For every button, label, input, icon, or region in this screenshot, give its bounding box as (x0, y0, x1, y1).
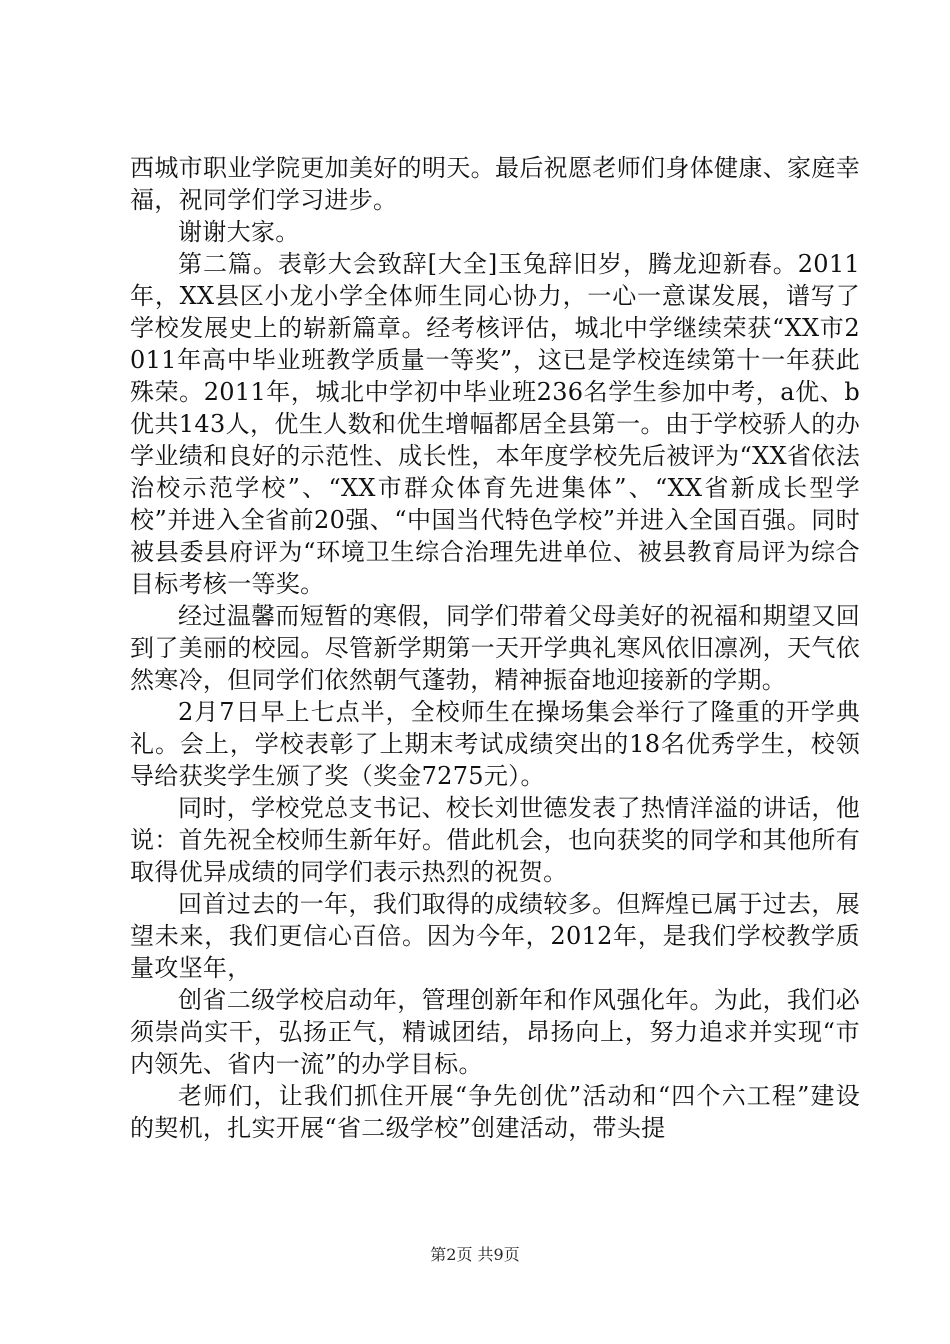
page-number-footer: 第2页 共9页 (430, 1245, 520, 1264)
paragraph-thanks: 谢谢大家。 (178, 218, 300, 246)
document-body (130, 152, 860, 1144)
paragraph-teachers: 老师们，让我们抓住开展“争先创优”活动和“四个六工程”建设的契机，扎实开展“省二级学校”创建活动，带头提 (130, 1082, 860, 1142)
paragraph-winter-break: 经过温馨而短暂的寒假，同学们带着父母美好的祝福和期望又回到了美丽的校园。尽管新学期第一天开学典礼寒风依旧凛冽，天气依然寒冷，但同学们依然朝气蓬勃，精神振奋地迎接新的学期。 (130, 602, 860, 694)
paragraph-principal-speech: 同时，学校党总支书记、校长刘世德发表了热情洋溢的讲话，他说：首先祝全校师生新年好。借此机会，也向获奖的同学和其他所有取得优异成绩的同学们表示热烈的祝贺。 (130, 794, 860, 886)
paragraph-goals: 创省二级学校启动年，管理创新年和作风强化年。为此，我们必须崇尚实干，弘扬正气，精诚团结，昂扬向上，努力追求并实现“市内领先、省内一流”的办学目标。 (130, 986, 860, 1078)
paragraph-opening-ceremony: 2月7日早上七点半，全校师生在操场集会举行了隆重的开学典礼。会上，学校表彰了上期末考试成绩突出的18名优秀学生，校领导给获奖学生颁了奖（奖金7275元）。 (130, 698, 860, 790)
paragraph-closing: 西城市职业学院更加美好的明天。最后祝愿老师们身体健康、家庭幸福，祝同学们学习进步。 (130, 154, 860, 214)
paragraph-review: 回首过去的一年，我们取得的成绩较多。但辉煌已属于过去，展望未来，我们更信心百倍。因为今年，2012年，是我们学校教学质量攻坚年， (130, 890, 860, 982)
paragraph-section-two: 第二篇。表彰大会致辞[大全]玉兔辞旧岁，腾龙迎新春。2011年，XX县区小龙小学全体师生同心协力，一心一意谋发展，谱写了学校发展史上的崭新篇章。经考核评估，城北中学继续荣获“XX市2011年高中毕业班教学质量一等奖”，这已是学校连续第十一年获此殊荣。2011年，城北中学初中毕业班236名学生参加中考，a优、b优共143人，优生人数和优生增幅都居全县第一。由于学校骄人的办学业绩和良好的示范性、成长性，本年度学校先后被评为“XX省依法治校示范学校”、“XX市群众体育先进集体”、“XX省新成长型学校”并进入全省前20强、“中国当代特色学校”并进入全国百强。同时被县委县府评为“环境卫生综合治理先进单位、被县教育局评为综合目标考核一等奖。 (130, 250, 860, 598)
